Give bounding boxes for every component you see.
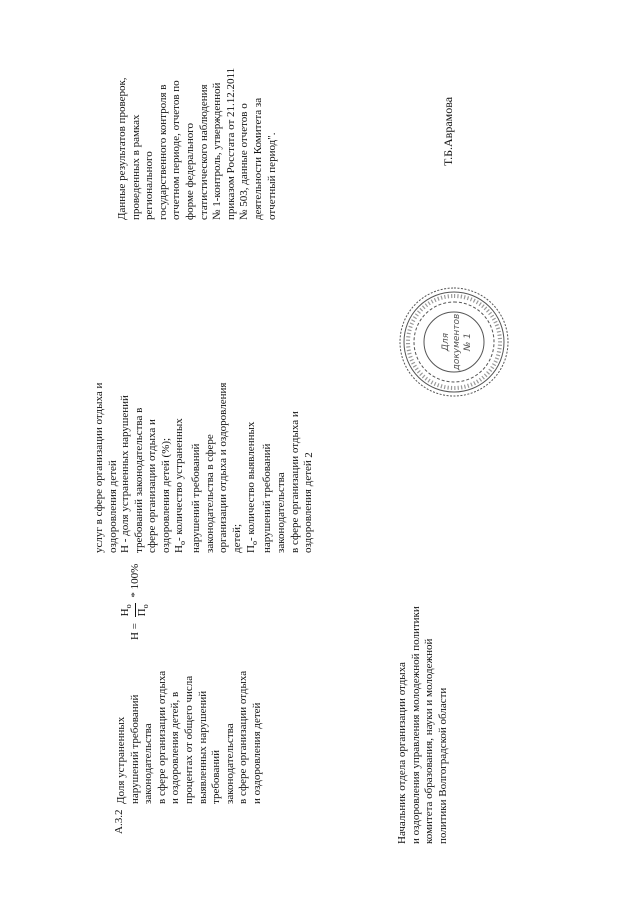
indicator-line: процентах от общего числа	[182, 675, 195, 804]
source-line: проведенных в рамках	[129, 114, 142, 220]
formula	[119, 564, 152, 640]
indicator-line: законодательства	[142, 723, 155, 804]
indicator-name	[115, 671, 265, 804]
stamp-text: № 1	[463, 333, 473, 351]
page-number: 2	[302, 452, 315, 458]
indicator-line: нарушений требований	[128, 694, 141, 804]
definition-line: законодательства	[274, 472, 287, 553]
formula-lhs: Н =	[129, 620, 142, 640]
source-line: Данные результатов проверок,	[116, 77, 128, 220]
source-line: форме федерального	[183, 122, 196, 220]
definition	[119, 383, 316, 553]
continuation-line: оздоровления детей	[106, 460, 119, 553]
formula-denominator: $П_о$	[136, 604, 151, 617]
source-line: деятельности Комитета за	[251, 97, 264, 220]
source-line: статистического наблюдения	[197, 84, 210, 220]
source-line: отчетный период".	[265, 132, 278, 220]
definition-line: детей;	[230, 523, 243, 553]
formula-rhs: * 100%	[129, 563, 142, 601]
indicator-line: требований	[210, 749, 223, 804]
definition-line: требований законодательства в	[132, 407, 145, 553]
position-line: Начальник отдела организации отдыха	[396, 662, 408, 844]
source-line: государственного контроля в	[156, 84, 169, 220]
indicator-line: выявленных нарушений	[196, 690, 209, 804]
definition-line: сфере организации отдыха и	[146, 419, 159, 553]
definition-line: $Н_о-$ количество устраненных	[173, 418, 188, 553]
source-line: № 503, данные отчетов о	[238, 103, 251, 220]
indicator-line: в сфере организации отдыха	[155, 670, 168, 804]
source-line: приказом Росстата от 21.12.2011	[224, 67, 237, 220]
row-number: А.3.2	[113, 809, 125, 834]
indicator-line: в сфере организации отдыха	[237, 670, 250, 804]
data-source	[116, 68, 279, 220]
official-stamp-seal	[398, 286, 510, 398]
stamp-text: документов	[452, 313, 462, 371]
signatory-name: Т.Б.Аврамова	[441, 96, 455, 166]
position-line: комитета образования, науки и молодежной	[423, 638, 436, 844]
source-line: отчетном периоде, отчетов по	[170, 80, 183, 220]
indicator-line: и оздоровления детей	[250, 702, 263, 804]
definition-line: оздоровления детей (%);	[159, 437, 172, 553]
source-line: регионального	[143, 151, 156, 220]
indicator-line: законодательства	[223, 723, 236, 804]
position-line: и оздоровления управления молодежной политики	[409, 606, 422, 844]
definition-line: нарушений требований	[261, 443, 274, 553]
signature-position	[396, 606, 450, 844]
formula-fraction	[119, 603, 152, 617]
definition-line: законодательства в сфере	[203, 434, 216, 553]
definition-line: Н - доля устраненных нарушений	[119, 395, 131, 553]
definition-line: оздоровления детей	[302, 460, 315, 553]
definition-line: $П_о-$ количество выявленных	[244, 421, 259, 553]
definition-line: в сфере организации отдыха и	[288, 411, 301, 553]
indicator-line: и оздоровления детей, в	[169, 691, 182, 804]
indicator-line: Доля устраненных	[115, 716, 127, 804]
continuation-line: услуг в сфере организации отдыха и	[93, 382, 105, 553]
source-line: № 1-контроль, утвержденной	[211, 82, 224, 220]
continuation-text	[93, 383, 120, 553]
definition-line: нарушений требований	[190, 443, 203, 553]
definition-line: организации отдыха и оздоровления	[217, 382, 230, 553]
formula-numerator: $Н_о$	[119, 603, 136, 617]
stamp-text: Для	[441, 332, 451, 352]
position-line: политики Волгоградской области	[436, 687, 449, 844]
